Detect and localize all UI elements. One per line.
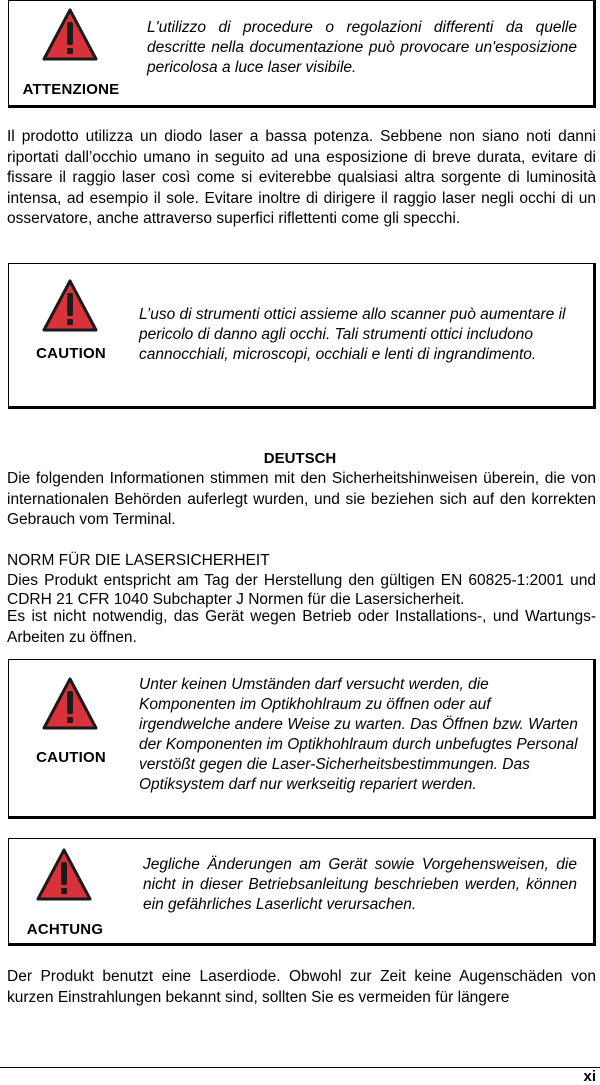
section-heading: DEUTSCH <box>263 450 337 467</box>
warning-label: ATTENZIONE <box>22 81 120 98</box>
warning-text: L'utilizzo di procedure o regolazioni differenti da quelle descritte nella documentazione può provocare un'esposizione pericolosa a luce laser visibile. <box>147 19 577 76</box>
paragraph-laser-diode-it: Il prodotto utilizza un diodo laser a bassa potenza. Sebbene non siano noti danni riportati dall’occhio umano in seguito ad una esposizione di breve durata, evitare di fissare il raggio laser così come si eviterebbe qualsiasi altra sorgente di luminosità intensa, ad esempio il sole. Evitare inoltre di dirigere il raggio laser negli occhi di un osservatore, anche attraverso superfici riflettenti come gli specchi. <box>7 128 596 227</box>
warning-label: ACHTUNG <box>26 921 104 938</box>
warning-triangle-icon <box>41 7 99 63</box>
warning-text: L’uso di strumenti ottici assieme allo scanner può aumentare il pericolo di danno agli occhi. Tali strumenti ottici includono cannocchiali, microscopi, occhiali e lenti di ingrandimento. <box>139 306 566 363</box>
warning-box-achtung <box>8 838 596 946</box>
warning-label: CAUTION <box>36 345 106 362</box>
warning-box-attenzione <box>8 0 596 108</box>
warning-triangle-icon <box>35 847 93 903</box>
warning-triangle-icon <box>41 278 99 334</box>
warning-text: Unter keinen Umständen darf versucht werden, die Komponenten im Optikhohlraum zu öffnen oder auf irgendwelche andere Weise zu warten. Das Öffnen bzw. Warten der Komponenten im Optikhohlraum durch unbefugtes Personal verstößt gegen die Laser-Sicherheitsbestimmungen. Das Optiksystem darf nur werkseitig repariert werden. <box>139 676 578 793</box>
warning-triangle-icon <box>41 676 99 732</box>
paragraph-intro-de: Die folgenden Informationen stimmen mit den Sicherheitshinweisen überein, die von internationalen Behörden auferlegt wurden, und sie beziehen sich auf den korrekten Gebrauch vom Terminal. <box>7 470 596 528</box>
warning-text: Jegliche Änderungen am Gerät sowie Vorgehensweisen, die nicht in dieser Betriebsanleitung beschrieben werden, können ein gefährliches Laserlicht verursachen. <box>143 856 577 913</box>
page-number: xi <box>583 1068 596 1085</box>
norm-title: NORM FÜR DIE LASERSICHERHEIT <box>7 552 270 569</box>
warning-label: CAUTION <box>36 749 106 766</box>
norm-text-compliance: Dies Produkt entspricht am Tag der Herstellung den gültigen EN 60825-1:2001 und CDRH 21 CFR 1040 Subchapter J Normen für die Lasersicherheit. <box>7 572 596 608</box>
warning-box-caution-optics <box>8 263 596 409</box>
norm-text-opening: Es ist nicht notwendig, das Gerät wegen Betrieb oder Installations-, und Wartungs-Arbeiten zu öffnen. <box>7 608 596 646</box>
warning-box-caution-optical-cavity <box>8 659 596 819</box>
footer-rule <box>0 1067 600 1068</box>
paragraph-laser-diode-de: Der Produkt benutzt eine Laserdiode. Obwohl zur Zeit keine Augenschäden von kurzen Einstrahlungen bekannt sind, sollten Sie es vermeiden für längere <box>7 968 596 1006</box>
